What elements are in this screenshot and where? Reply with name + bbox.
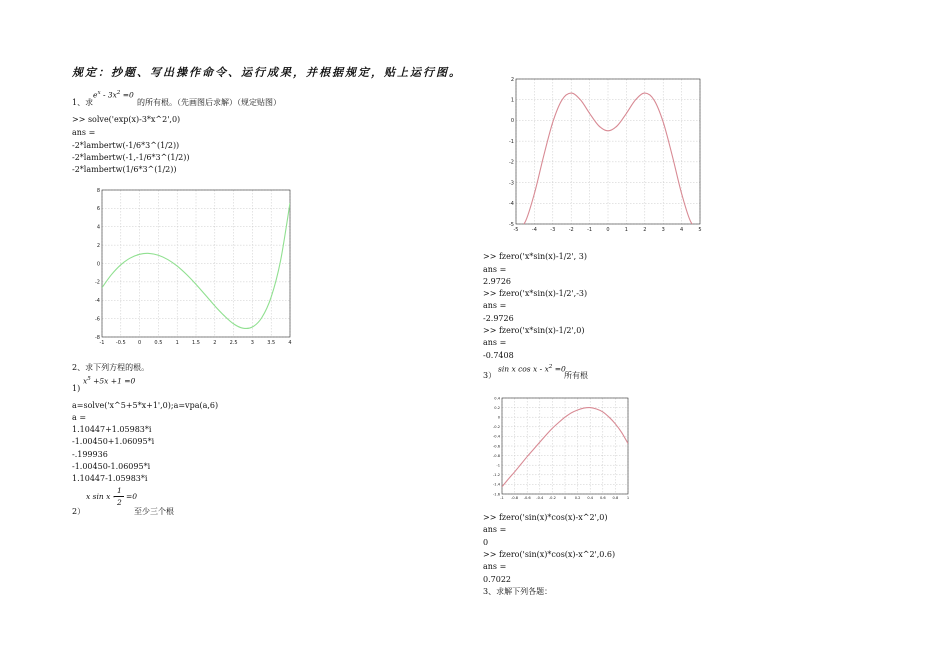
- q2-fzero-line-3: >> fzero('x*sin(x)-1/2',-3): [483, 289, 588, 298]
- x-tick-label: -0.8: [511, 496, 519, 500]
- q3-suffix: 所有根: [564, 371, 588, 380]
- x-tick-label: 1.5: [192, 340, 200, 346]
- y-tick-label: -1: [509, 138, 514, 145]
- x-tick-label: 4: [288, 340, 292, 346]
- x-tick-label: 0.8: [612, 496, 619, 500]
- q2-fzero-line-7: ans =: [483, 338, 507, 347]
- x-tick-label: 0.4: [587, 496, 594, 500]
- y-tick-label: 1: [510, 97, 514, 104]
- x-tick-label: 3: [661, 227, 665, 233]
- q1-suffix: 的所有根。（先画图后求解）（规定贴图）: [137, 98, 281, 107]
- q2-line-3: -1.00450+1.06095*i: [72, 437, 155, 446]
- x-tick-label: -3: [550, 227, 556, 233]
- q2-part2-fraction-num: 1: [117, 486, 122, 495]
- y-tick-label: -0.8: [492, 453, 500, 458]
- q3-line-3: >> fzero('sin(x)*cos(x)-x^2',0.6): [483, 550, 616, 559]
- x-tick-label: -0.4: [536, 496, 544, 500]
- y-tick-label: 8: [96, 187, 100, 194]
- q1-prefix: 1、求: [72, 98, 94, 107]
- plot-q3: [488, 393, 633, 503]
- x-tick-label: -1: [500, 496, 504, 500]
- y-tick-label: -0.4: [492, 434, 500, 439]
- x-tick-label: -2: [568, 227, 574, 233]
- q1-line-1: ans =: [72, 128, 96, 137]
- q2-line-6: 1.10447-1.05983*i: [72, 474, 148, 483]
- q1-line-2: -2*lambertw(-1/6*3^(1/2)): [72, 141, 180, 150]
- q2-line-0: a=solve('x^5+5*x+1',0);a=vpa(a,6): [72, 401, 219, 410]
- y-tick-label: -0.2: [492, 425, 500, 430]
- page-header: 规定：抄题、写出操作命令、运行成果，并根据规定，贴上运行图。: [72, 66, 462, 79]
- x-tick-label: 2.5: [229, 340, 238, 346]
- y-tick-label: 6: [96, 206, 100, 213]
- q3-line-5: 0.7022: [483, 575, 511, 584]
- q2-fzero-line-1: ans =: [483, 265, 507, 274]
- y-tick-label: -4: [509, 201, 514, 208]
- q3-line-1: ans =: [483, 525, 507, 534]
- y-tick-label: -8: [95, 334, 100, 341]
- q2-line-4: -.199936: [72, 450, 108, 459]
- y-tick-label: 0.4: [494, 396, 500, 401]
- y-tick-label: 2: [96, 242, 100, 249]
- q2-fzero-line-2: 2.9726: [483, 277, 511, 286]
- q4-title: 3、求解下列各题：: [483, 587, 553, 596]
- q2-part2-prefix: 2）: [72, 507, 86, 516]
- q2-part2-fraction-den: 2: [117, 498, 122, 507]
- plot-q1: [88, 185, 298, 350]
- y-tick-label: 0: [510, 118, 514, 125]
- q2-part2-equation: x sin x -: [86, 492, 116, 501]
- x-tick-label: 5: [698, 227, 702, 233]
- q2-part2-fraction-bar: [114, 496, 124, 497]
- q3-prefix: 3）: [483, 371, 497, 380]
- plot-q3-svg: [488, 393, 633, 503]
- y-tick-label: -3: [509, 180, 514, 187]
- q2-line-2: 1.10447+1.05983*i: [72, 425, 152, 434]
- x-tick-label: -4: [531, 227, 537, 233]
- q2-fzero-line-6: >> fzero('x*sin(x)-1/2',0): [483, 326, 585, 335]
- q2-part1-label: 1): [72, 384, 81, 393]
- q2-fzero-line-5: -2.9726: [483, 314, 514, 323]
- q3-line-2: 0: [483, 538, 489, 547]
- x-tick-label: 0: [606, 227, 610, 233]
- y-tick-label: -1.6: [492, 492, 500, 497]
- y-tick-label: -2: [95, 279, 100, 286]
- y-tick-label: -5: [509, 221, 514, 228]
- x-tick-label: 3.5: [267, 340, 276, 346]
- x-tick-label: 0.6: [599, 496, 606, 500]
- q1-equation: $e^x - 3x^2 =0$: [93, 90, 134, 100]
- q2-line-5: -1.00450-1.06095*i: [72, 462, 151, 471]
- x-tick-label: 0: [138, 340, 142, 346]
- x-tick-label: 1: [624, 227, 628, 233]
- q2-equation: $x^5 +5x +1 =0$: [83, 376, 136, 386]
- x-tick-label: 4: [680, 227, 684, 233]
- x-tick-label: 1: [626, 496, 630, 500]
- x-tick-label: -1: [587, 227, 593, 233]
- q2-line-1: a =: [72, 413, 87, 422]
- q2-title: 2、求下列方程的根。: [72, 363, 150, 372]
- q2-fzero-line-0: >> fzero('x*sin(x)-1/2', 3): [483, 252, 587, 261]
- y-tick-label: -1.2: [492, 473, 500, 478]
- x-tick-label: -1: [99, 340, 105, 346]
- y-tick-label: -1.4: [492, 482, 500, 487]
- y-tick-label: 0: [96, 261, 100, 268]
- x-tick-label: 0.2: [574, 496, 581, 500]
- plot-q2: [498, 72, 710, 237]
- x-tick-label: 0: [563, 496, 567, 500]
- x-tick-label: -0.5: [115, 340, 126, 346]
- q1-line-4: -2*lambertw(1/6*3^(1/2)): [72, 165, 177, 174]
- x-tick-label: 2: [643, 227, 647, 233]
- x-tick-label: -0.2: [548, 496, 556, 500]
- q1-line-0: >> solve('exp(x)-3*x^2',0): [72, 115, 181, 124]
- y-tick-label: -6: [95, 316, 100, 323]
- y-tick-label: 4: [96, 224, 100, 231]
- y-tick-label: -2: [509, 159, 514, 166]
- y-tick-label: 0.2: [494, 405, 500, 410]
- q3-line-0: >> fzero('sin(x)*cos(x)-x^2',0): [483, 513, 608, 522]
- x-tick-label: 0.5: [154, 340, 163, 346]
- y-tick-label: -0.6: [492, 444, 500, 449]
- y-tick-label: -1: [496, 463, 500, 468]
- y-tick-label: -4: [95, 298, 100, 305]
- q2-part2-suffix: 至少三个根: [134, 507, 174, 516]
- plot-q2-svg: [498, 72, 710, 237]
- plot-q1-svg: [88, 185, 298, 350]
- y-tick-label: 2: [510, 76, 514, 83]
- q2-fzero-line-4: ans =: [483, 301, 507, 310]
- q2-part2-equation-rhs: =0: [126, 492, 138, 501]
- x-tick-label: 1: [175, 340, 179, 346]
- x-tick-label: 3: [250, 340, 254, 346]
- x-tick-label: 2: [213, 340, 217, 346]
- q2-fzero-line-8: -0.7408: [483, 351, 514, 360]
- q3-line-4: ans =: [483, 562, 507, 571]
- x-tick-label: -5: [513, 227, 519, 233]
- q1-line-3: -2*lambertw(-1,-1/6*3^(1/2)): [72, 153, 190, 162]
- x-tick-label: -0.6: [523, 496, 531, 500]
- q3-equation: sin x $\cos x - x^2 =0$: [498, 364, 566, 374]
- y-tick-label: 0: [497, 415, 500, 420]
